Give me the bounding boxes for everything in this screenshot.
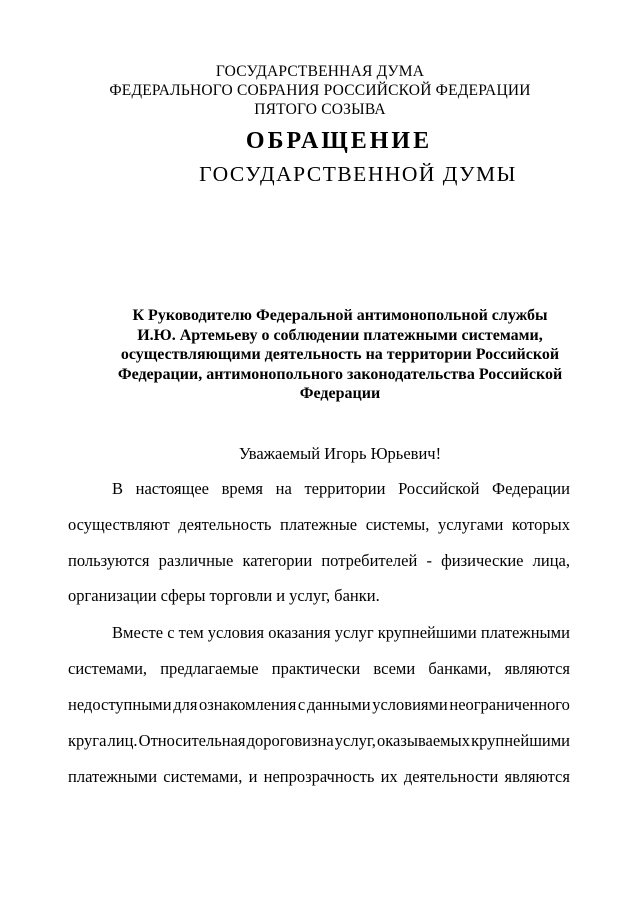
subject-line: Федерации [299,385,381,402]
word: деятельность [178,515,272,534]
word: Российской [398,479,480,498]
word: лиц. [107,731,138,750]
word: платежными [68,767,158,786]
word: и [276,586,286,605]
document-title: ОБРАЩЕНИЕ [245,128,433,154]
word: потребителей [321,551,418,570]
word: ознакомления [199,695,297,714]
word: являются [504,659,570,678]
subject-line: Федерации, антимонопольного законодательства Российской [117,365,563,383]
justified-line [68,658,570,680]
word: с [297,695,306,714]
word: организации [68,586,157,605]
word: системами, [68,659,148,678]
word: лица, [532,551,570,570]
word: условиями [372,695,448,714]
word: осуществляют [68,515,170,534]
word: Федерации [492,479,570,498]
word: настоящее [135,479,209,498]
word: платежные [280,515,358,534]
word: которых [511,515,570,534]
word: практически [271,659,361,678]
word: с [167,623,175,642]
header-line-3: ПЯТОГО СОЗЫВА [254,101,386,118]
justified-line [112,478,570,500]
word: дороговизна [246,731,334,750]
word: различные [158,551,234,570]
word: пользуются [68,551,150,570]
word: физические [441,551,524,570]
word: услуг, [334,731,376,750]
justified-line [68,550,570,572]
header-line-1: ГОСУДАРСТВЕННАЯ ДУМА [215,63,425,80]
word: крупнейшими [377,623,477,642]
word: условия [207,623,265,642]
word: и [248,767,258,786]
header-line-2: ФЕДЕРАЛЬНОГО СОБРАНИЯ РОССИЙСКОЙ ФЕДЕРАЦИИ [109,82,531,99]
word: территории [304,479,386,498]
word: время [221,479,264,498]
subject-line: К Руководителю Федеральной антимонопольной службы [132,307,548,324]
word: сферы [160,586,206,605]
justified-line [68,766,570,788]
word: неограниченного [449,695,570,714]
subject-line: И.Ю. Артемьеву о соблюдении платежными системами, [137,326,543,344]
subject-line: осуществляющими деятельность на территории Российской [120,346,560,363]
word: всеми [373,659,416,678]
document-subject [0,306,640,404]
word: В [112,479,124,498]
word: являются [504,767,570,786]
word: тем [178,623,204,642]
word: услуг [334,623,374,642]
justified-line [68,514,570,536]
word: торговли [209,586,273,605]
word: оказываемых [377,731,470,750]
word: услуг, [289,586,331,605]
word: Вместе [112,623,164,642]
word: данными [306,695,371,714]
word: крупнейшими [471,731,570,750]
word: для [173,695,198,714]
justified-line [112,622,570,644]
justified-line [68,694,570,716]
word: их [380,767,398,786]
document-subtitle: ГОСУДАРСТВЕННОЙ ДУМЫ [199,162,517,186]
word: системы, [365,515,430,534]
justified-line [68,730,570,752]
word: недоступными [68,695,172,714]
word: предлагаемые [160,659,259,678]
document-header [0,62,640,119]
word: на [275,479,292,498]
word: банки. [334,586,380,605]
word: системами, [163,767,243,786]
word: услугами [437,515,504,534]
word: - [426,551,432,570]
justified-line [68,585,570,607]
word: банками, [428,659,492,678]
word: категории [242,551,313,570]
word: Относительная [138,731,246,750]
word: круга [68,731,107,750]
salutation: Уважаемый Игорь Юрьевич! [238,444,442,463]
word: оказания [268,623,331,642]
word: платежными [480,623,570,642]
word: непрозрачность [263,767,375,786]
word: деятельности [403,767,499,786]
